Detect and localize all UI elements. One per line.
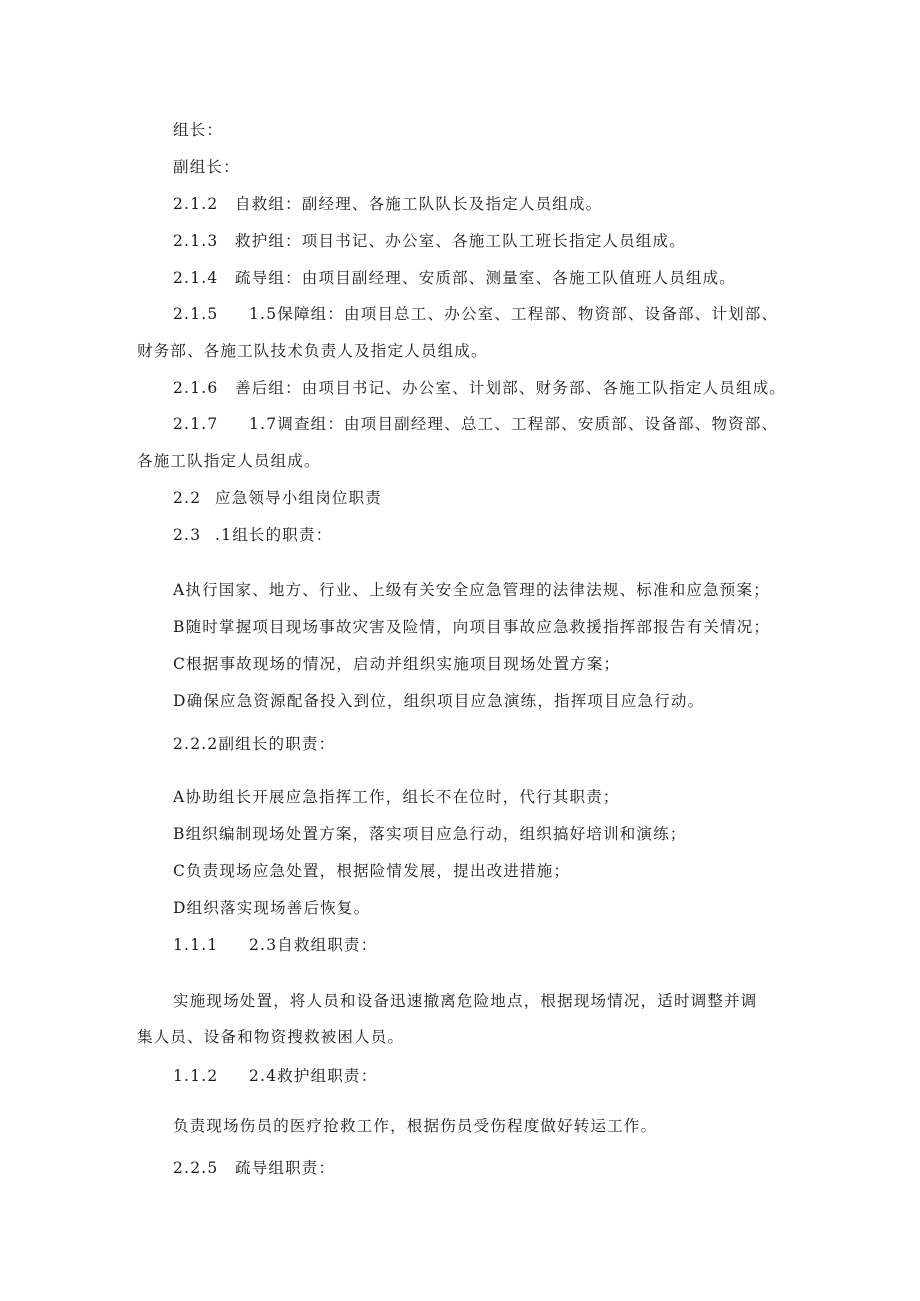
line-deputy-leader: 副组长： (173, 158, 240, 176)
duty-d-leader: D确保应急资源配备投入到位，组织项目应急演练，指挥项目应急行动。 (173, 692, 705, 710)
self-rescue-duty: 实施现场处置，将人员和设备迅速撤离危险地点，根据现场情况，适时调整并调 (173, 992, 758, 1010)
line-2-2: 2.2 应急领导小组岗位职责 (173, 489, 383, 507)
duty-d-deputy: D组织落实现场善后恢复。 (173, 899, 371, 917)
line-2-1-3: 2.1.3 救护组：项目书记、办公室、各施工队工班长指定人员组成。 (173, 232, 686, 250)
line-2-1-6: 2.1.6 善后组：由项目书记、办公室、计划部、财务部、各施工队指定人员组成。 (173, 379, 787, 397)
duty-a-leader: A执行国家、地方、行业、上级有关安全应急管理的法律法规、标准和应急预案； (173, 581, 770, 599)
line-1-1-2: 1.1.2 2.4救护组职责： (173, 1067, 378, 1085)
self-rescue-duty-cont: 集人员、设备和物资搜救被困人员。 (137, 1028, 405, 1046)
line-leader: 组长： (173, 121, 224, 139)
line-2-1-7: 2.1.7 1.7调查组：由项目副经理、总工、工程部、安质部、设备部、物资部、 (173, 415, 779, 433)
line-2-1-7-cont: 各施工队指定人员组成。 (137, 452, 321, 470)
line-2-1-2: 2.1.2 自救组：副经理、各施工队队长及指定人员组成。 (173, 195, 603, 213)
line-1-1-1: 1.1.1 2.3自救组职责： (173, 936, 378, 954)
line-2-3: 2.3 .1组长的职责： (173, 526, 333, 544)
line-2-1-5-cont: 财务部、各施工队技术负责人及指定人员组成。 (137, 342, 488, 360)
line-2-2-2: 2.2.2副组长的职责： (173, 735, 336, 753)
line-2-2-5: 2.2.5 疏导组职责： (173, 1159, 336, 1177)
rescue-duty: 负责现场伤员的医疗抢救工作，根据伤员受伤程度做好转运工作。 (173, 1117, 658, 1135)
duty-b-leader: B随时掌握项目现场事故灾害及险情，向项目事故应急救援指挥部报告有关情况； (173, 618, 771, 636)
duty-a-deputy: A协助组长开展应急指挥工作，组长不在位时，代行其职责； (173, 788, 620, 806)
line-2-1-4: 2.1.4 疏导组：由项目副经理、安质部、测量室、各施工队值班人员组成。 (173, 269, 737, 287)
duty-b-deputy: B组织编制现场处置方案，落实项目应急行动，组织搞好培训和演练； (173, 825, 687, 843)
duty-c-leader: C根据事故现场的情况，启动并组织实施项目现场处置方案； (173, 655, 621, 673)
duty-c-deputy: C负责现场应急处置，根据险情发展，提出改进措施； (173, 862, 571, 880)
line-2-1-5: 2.1.5 1.5保障组：由项目总工、办公室、工程部、物资部、设备部、计划部、 (173, 305, 779, 323)
